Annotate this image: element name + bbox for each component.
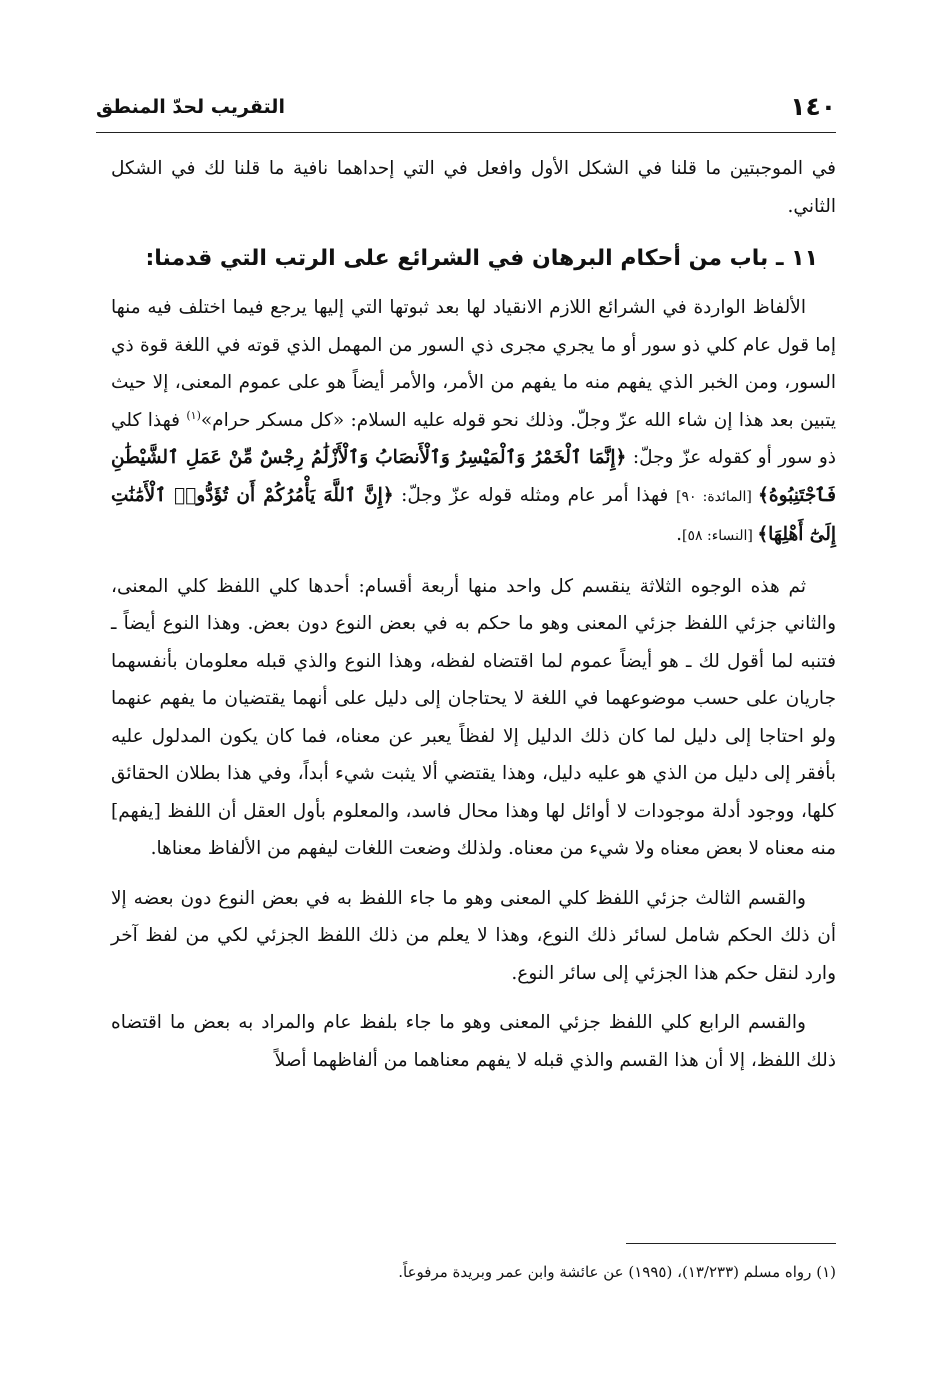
page-header [96,88,836,133]
footnote [111,1260,836,1284]
footnote-number: (١) [816,1263,836,1281]
section-heading: ١١ ـ باب من أحكام البرهان في الشرائع على الرتب التي قدمنا: [145,246,818,271]
paragraph-1-text-a: الألفاظ الواردة في الشرائع اللازم الانقياد لها بعد ثبوتها التي إليها يرجع فيما اختلف فيه منها إما قول عام كلي ذو سور أو ما يجري مجرى ذي السور من المهمل الذي قوته في اللغة قوة ذي السور، ومن الخبر الذي يفهم منه ما يفهم من الأمر، والأمر أيضاً هو على عموم المعنى، إلا حيث يتبين بعد هذا إن شاء الله عزّ وجلّ. وذلك نحو قوله عليه السلام: «كل مسكر حرام» [111,297,836,431]
intro-paragraph: في الموجبتين ما قلنا في الشكل الأول وافعل في التي إحداهما نافية ما قلنا لك في الشكل الثاني. [111,158,836,217]
paragraph-2: ثم هذه الوجوه الثلاثة ينقسم كل واحد منها أربعة أقسام: أحدها كلي اللفظ كلي المعنى، والثاني جزئي اللفظ جزئي المعنى وهو ما حكم به في بعض النوع دون بعض. وهذا النوع أيضاً ـ فتنبه لما أقول لك ـ هو أيضاً عموم لما اقتضاه لفظه، وهذا النوع والذي قبله معلومان بأنفسهما جاريان على حسب موضوعهما في اللغة لا يحتاجان إلى دليل على أنهما يقتضيان ما يفهم عنهما ولو احتاجا إلى دليل لما كان ذلك الدليل إلا لفظاً يعبر عن معناه، فما كان يكون المدلول عليه بأفقر إلى دليل من الذي هو عليه دليل، وهذا يقتضي ألا يثبت شيء أبداً، وفي هذا بطلان الحقائق كلها، ووجود أدلة موجودات لا أوائل لها وهذا محال فاسد، والمعلوم بأول العقل أن اللفظ [يفهم] منه معناه لا بعض معناه ولا شيء من معناه. ولذلك وضعت اللغات ليفهم من الألفاظ معناها. [111,575,836,859]
verse-reference-2: [النساء: ٥٨] [682,528,758,544]
page-number: ١٤٠ [790,92,836,121]
footnote-marker[interactable]: (١) [186,408,201,422]
paragraph-gap [111,992,836,1004]
main-text [111,150,836,1079]
verse-reference-1: [المائدة: ٩٠] [675,488,759,505]
paragraph-gap [111,556,836,568]
footnote-divider [626,1243,836,1244]
quran-verse-1: ﴿إِنَّمَا ٱلْخَمْرُ وَٱلْمَيْسِرُ وَٱلْأَنصَابُ وَٱلْأَزْلَٰمُ رِجْسٌ مِّنْ عَمَلِ ٱلشَّيْطَٰنِ فَٱجْتَنِبُوهُ﴾ [111,447,836,506]
footnote-text: رواه مسلم (١٣/٢٣٣)، (١٩٩٥) عن عائشة وابن عمر وبريدة مرفوعاً. [398,1263,812,1281]
paragraph-1 [111,289,836,556]
paragraph-3: والقسم الثالث جزئي اللفظ كلي المعنى وهو ما جاء اللفظ به في بعض النوع دون بعضه إلا أن ذلك الحكم شامل لسائر ذلك النوع، وهذا لا يعلم من ذلك اللفظ الجزئي لكي من لفظ آخر وارد لنقل حكم هذا الجزئي إلى سائر النوع. [111,887,836,984]
paragraph-gap [111,868,836,880]
paragraph-4: والقسم الرابع كلي اللفظ جزئي المعنى وهو ما جاء بلفظ عام والمراد به بعض ما اقتضاه ذلك اللفظ، إلا أن هذا القسم والذي قبله لا يفهم معناهما من ألفاظهما أصلاً [111,1012,836,1071]
running-title: التقريب لحدّ المنطق [96,96,285,118]
quran-verse-2: ﴿إِنَّ ٱللَّهَ يَأْمُرُكُمْ أَن تُؤَدُّوا۟ ٱلْأَمَٰنَٰتِ إِلَىٰٓ أَهْلِهَا﴾ [111,484,836,545]
paragraph-1-end: . [676,524,683,545]
paragraph-1-text-c: فهذا أمر عام ومثله قوله عزّ وجلّ: [393,484,676,506]
paragraph-1-text-b: فهذا كلي ذو سور أو كقوله عزّ وجلّ: [111,409,836,468]
